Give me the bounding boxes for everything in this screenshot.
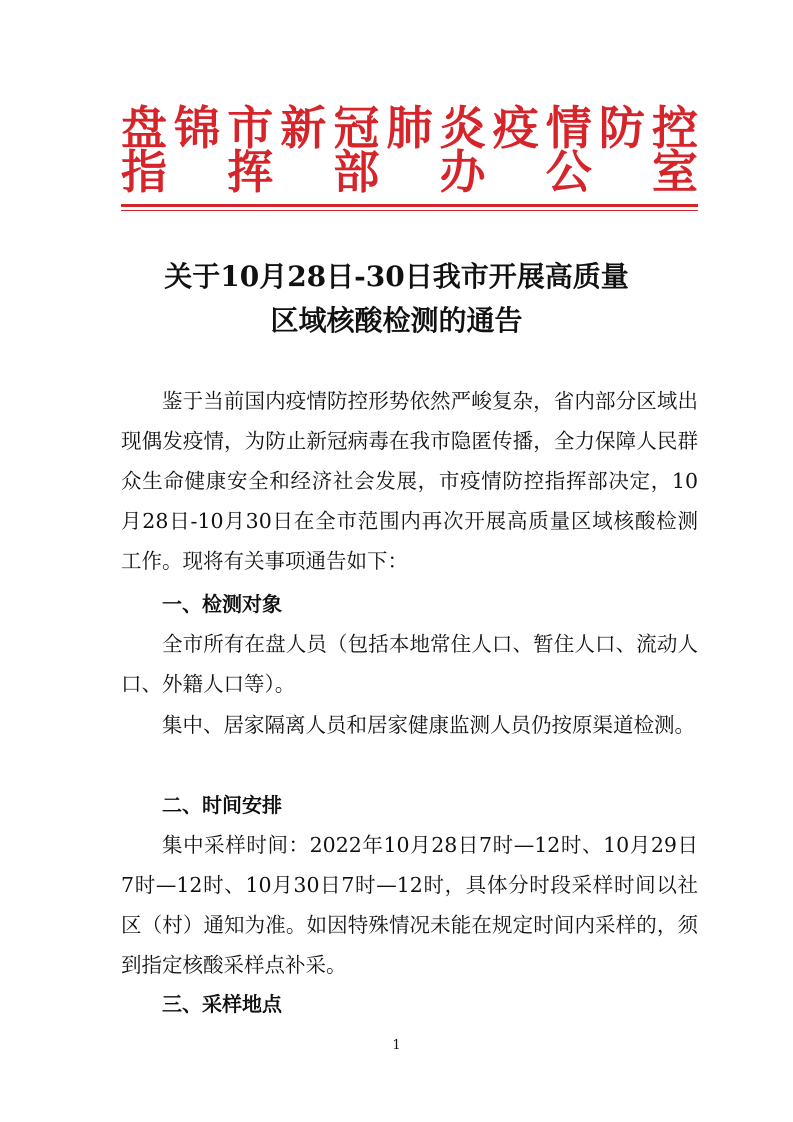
issuer-char: 疫 [492,101,539,155]
document-title-line-1: 关于10月28日-30日我市开展高质量 [164,260,629,293]
issuer-name-line-2 [121,140,698,204]
issuer-char: 情 [545,101,592,155]
issuer-char: 挥 [227,145,274,199]
section-1-paragraph-1: 全市所有在盘人员（包括本地常住人口、暂住人口、流动人口、外籍人口等）。 [121,632,698,696]
section-heading-1: 一、检测对象 [162,592,282,616]
section-1-paragraph-2: 集中、居家隔离人员和居家健康监测人员仍按原渠道检测。 [162,713,695,737]
issuer-char: 炎 [439,101,486,155]
issuer-char: 市 [227,101,274,155]
section-heading-3: 三、采样地点 [162,992,282,1016]
issuer-char: 锦 [174,101,221,155]
issuer-char: 防 [598,101,645,155]
section-heading-2: 二、时间安排 [162,793,282,817]
header-divider-thick [121,204,698,207]
issuer-char: 新 [280,101,327,155]
header-divider-thin [121,210,698,211]
issuer-char: 办 [439,145,486,199]
issuer-char: 肺 [386,101,433,155]
section-2-paragraph-1: 集中采样时间：2022年10月28日7时—12时、10月29日7时—12时、10月30日7时—12时，具体分时段采样时间以社区（村）通知为准。如因特殊情况未能在规定时间内采样的，须到指定核酸采样点补采。 [121,833,698,977]
intro-paragraph: 鉴于当前国内疫情防控形势依然严峻复杂，省内部分区域出现偶发疫情，为防止新冠病毒在我市隐匿传播，全力保障人民群众生命健康安全和经济社会发展，市疫情防控指挥部决定，10月28日-10月30日在全市范围内再次开展高质量区域核酸检测工作。现将有关事项通告如下： [121,389,698,573]
issuer-char: 盘 [121,101,167,155]
issuer-char: 控 [651,101,698,155]
issuer-char: 部 [333,145,380,199]
page-number: 1 [392,1038,401,1053]
issuer-char: 公 [545,145,592,199]
issuer-char: 指 [121,145,167,199]
document-title-line-2: 区域核酸检测的通告 [270,304,523,337]
issuer-char: 室 [651,145,698,199]
issuer-char: 冠 [333,101,380,155]
